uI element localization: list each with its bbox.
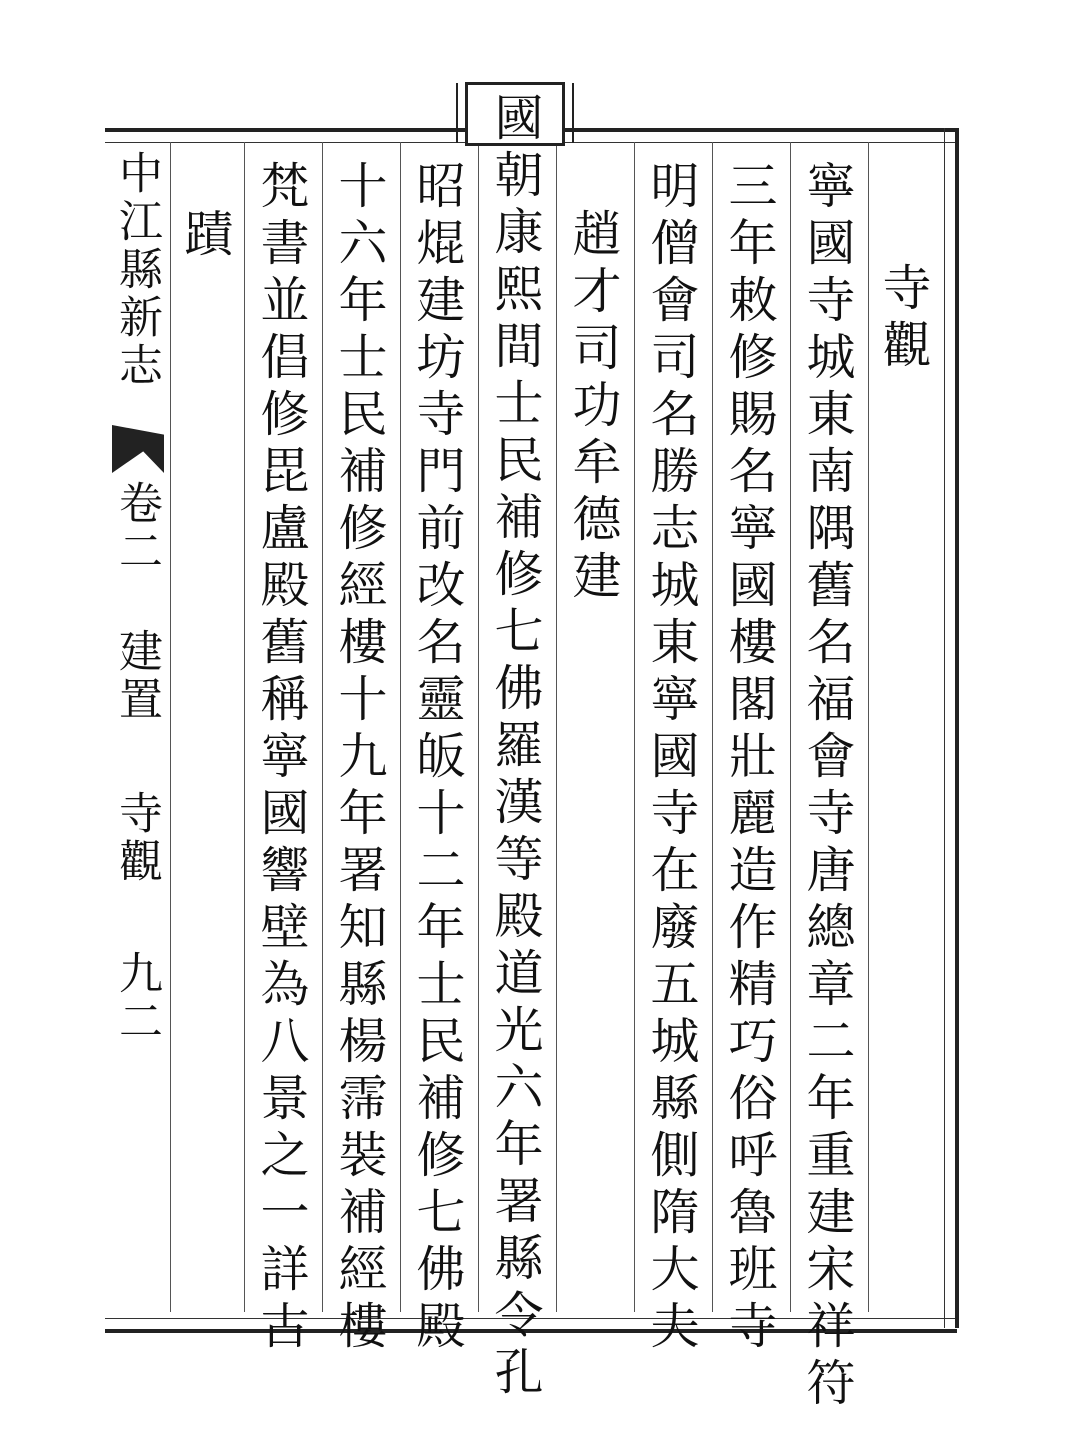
subsection-label: 寺觀	[111, 790, 162, 886]
text-column: 蹟	[177, 208, 234, 265]
page-number: 九二	[111, 950, 162, 1046]
text-column: 梵書並倡修毘盧殿舊稱寧國響壁為八景之一詳古	[253, 160, 310, 1357]
fishtail-mark	[112, 425, 164, 473]
text-column: 十六年士民補修經樓十九年署知縣楊霈裝補經樓	[331, 160, 388, 1357]
column-divider	[400, 142, 401, 1312]
text-column: 三年敕修賜名寧國樓閣壯麗造作精巧俗呼魯班寺	[721, 160, 778, 1357]
text-column: 趙才司功牟德建	[565, 208, 622, 607]
column-divider	[244, 142, 245, 1312]
book-title: 中江縣新志	[111, 150, 162, 390]
margin-column	[104, 150, 168, 1330]
column-divider	[556, 142, 557, 1312]
right-frame-rule	[944, 128, 959, 1328]
column-divider	[634, 142, 635, 1312]
text-column: 國朝康熙間士民補修七佛羅漢等殿道光六年署縣令孔	[487, 92, 544, 1403]
column-divider	[170, 142, 171, 1312]
text-column: 寧國寺城東南隅舊名福會寺唐總章二年重建宋祥符	[799, 160, 856, 1414]
text-column: 昭焜建坊寺門前改名靈皈十二年士民補修七佛殿	[409, 160, 466, 1357]
column-divider	[712, 142, 713, 1312]
section-heading: 寺觀	[875, 262, 932, 376]
column-divider	[790, 142, 791, 1312]
section-label: 建置	[111, 628, 162, 724]
column-divider	[322, 142, 323, 1312]
volume-label: 卷二	[111, 480, 162, 576]
text-column: 明僧會司名勝志城東寧國寺在廢五城縣側隋大夫	[643, 160, 700, 1357]
column-divider	[478, 142, 479, 1312]
